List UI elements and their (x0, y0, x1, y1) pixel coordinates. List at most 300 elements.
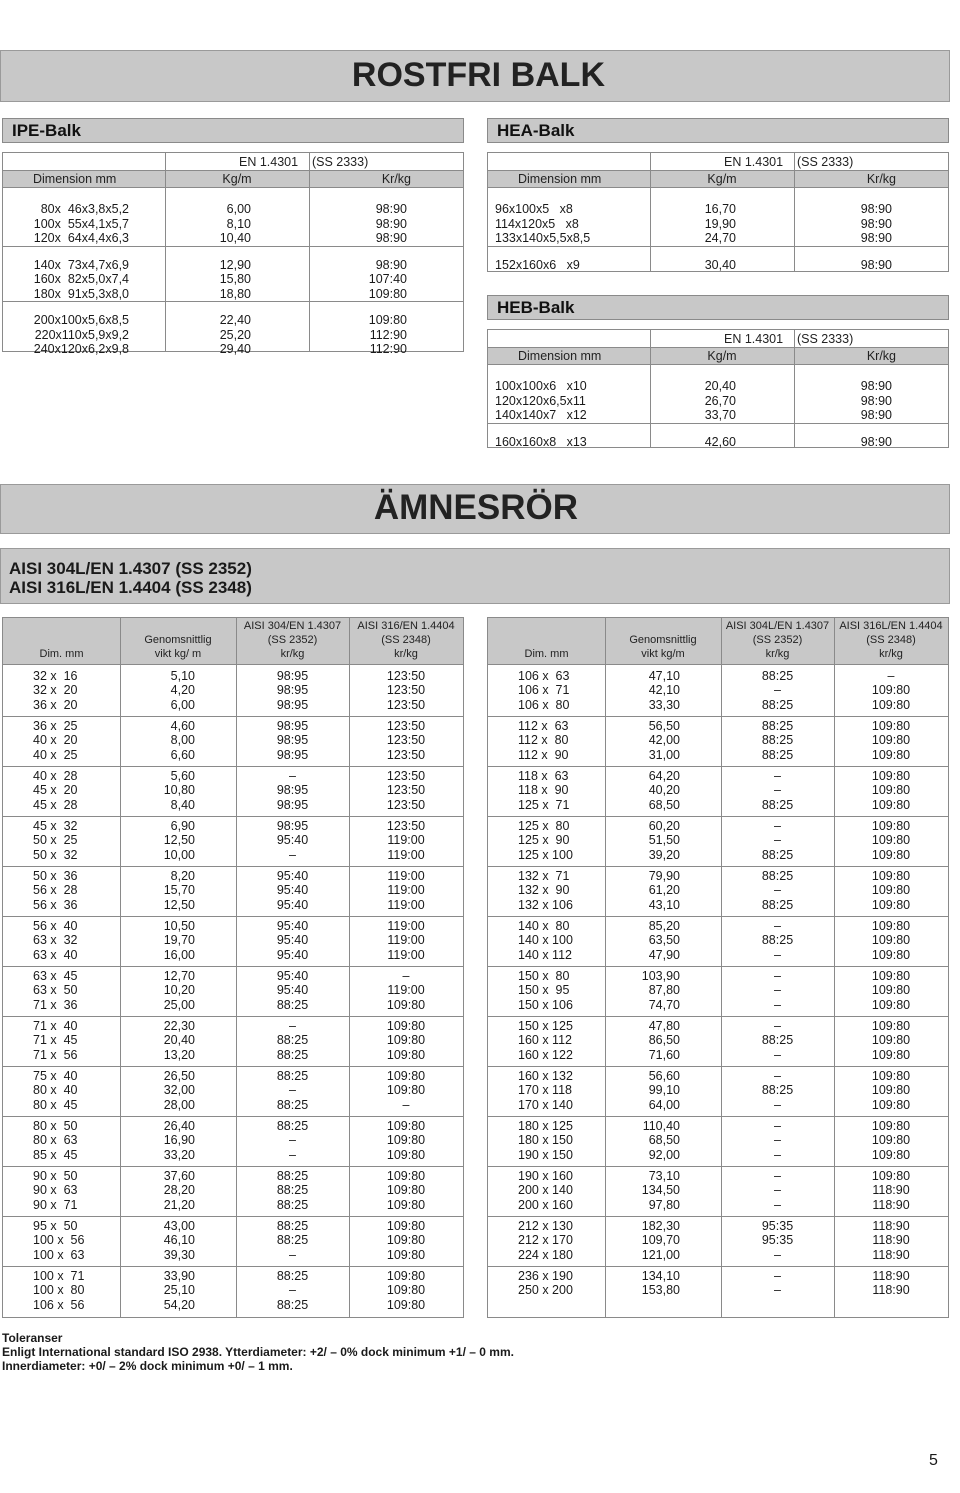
heb-grade-rule (488, 347, 948, 348)
right-tube-col-aisi304-1: AISI 304L/EN 1.4307 (725, 620, 830, 632)
right-tube-cell-aisi316: 109:80 (871, 1047, 911, 1062)
right-tube-group-rule (488, 716, 948, 717)
left-tube-cell-aisi304: 88:25 (276, 1269, 309, 1283)
heb-cell-dimension: 140x140x7 x12 (495, 408, 587, 422)
left-tube-cell-aisi316: 123:50 (386, 669, 426, 683)
left-tube-cell-aisi304: 98:95 (276, 747, 309, 762)
left-tube-header-rule (3, 664, 463, 665)
left-tube-cell-weight: 26,40 (163, 1119, 195, 1133)
right-tube-cell-weight: 110,40 (642, 1119, 680, 1133)
page-number: 5 (929, 1452, 938, 1469)
ipe-cell-krkg: 109:80 (368, 313, 407, 327)
right-tube-cell-aisi316: 109:80 (871, 883, 911, 898)
right-tube-cell-weight: 56,60 (648, 1069, 680, 1083)
left-tube-col-aisi316-1: AISI 316/EN 1.4404 (357, 620, 455, 632)
left-tube-cell-dim: 71 x 45 (33, 1033, 78, 1048)
left-tube-cell-aisi316: 123:50 (386, 719, 426, 733)
heb-cell-dimension: 100x100x6 x10 (495, 379, 587, 393)
left-tube-cell-aisi316: 109:80 (386, 1247, 426, 1262)
right-tube-cell-aisi304: – (774, 1147, 781, 1162)
right-tube-cell-weight: 47,80 (648, 1019, 680, 1033)
heb-cell-kgm: 33,70 (704, 408, 736, 422)
left-tube-cell-dim: 40 x 28 (33, 769, 78, 783)
right-tube-cell-aisi316: 109:80 (871, 869, 911, 883)
left-tube-cell-aisi316: 123:50 (386, 797, 426, 812)
left-tube-cell-dim: 90 x 71 (33, 1197, 78, 1212)
left-tube-cell-aisi304: 88:25 (276, 1219, 309, 1233)
right-tube-cell-dim: 118 x 63 (518, 769, 569, 783)
right-tube-cell-dim: 160 x 132 (518, 1069, 573, 1083)
left-tube-cell-aisi304: – (289, 1147, 296, 1162)
ipe-cell-kgm: 8,10 (226, 216, 251, 231)
left-tube-cell-aisi316: 109:80 (386, 1233, 426, 1248)
right-tube-cell-aisi316: 109:80 (871, 847, 911, 862)
right-tube-cell-dim: 224 x 180 (518, 1247, 573, 1262)
right-tube-cell-weight: 99,10 (648, 1083, 680, 1098)
left-tube-group-rule (3, 1116, 463, 1117)
right-tube-cell-dim: 190 x 150 (518, 1147, 573, 1162)
left-tube-cell-dim: 100 x 71 (33, 1269, 85, 1283)
right-tube-cell-aisi304: 88:25 (761, 747, 794, 762)
right-tube-cell-weight: 33,30 (648, 697, 680, 712)
hea-cell-krkg: 98:90 (860, 216, 892, 231)
left-tube-cell-dim: 36 x 20 (33, 697, 78, 712)
right-tube-cell-aisi304: 88:25 (761, 733, 794, 748)
hea-grade-rule (488, 170, 948, 171)
right-tube-cell-dim: 125 x 90 (518, 833, 570, 848)
right-tube-cell-dim: 106 x 63 (518, 669, 570, 683)
right-tube-group-rule (488, 1066, 948, 1067)
left-tube-group-rule (3, 816, 463, 817)
left-tube-cell-aisi316: 109:80 (386, 1219, 426, 1233)
right-tube-cell-weight: 182,30 (641, 1219, 680, 1233)
right-tube-cell-weight: 42,10 (648, 683, 680, 698)
left-tube-col-weight-1: Genomsnittlig (144, 634, 212, 646)
hea-cell-krkg: 98:90 (860, 202, 892, 216)
left-tube-cell-aisi304: 95:40 (276, 869, 309, 883)
right-tube-col-dim: Dim. mm (524, 648, 569, 660)
ipe-cell-kgm: 22,40 (219, 313, 251, 327)
left-tube-cell-dim: 36 x 25 (33, 719, 78, 733)
right-tube-cell-aisi316: 118:90 (872, 1283, 910, 1298)
tubes-grade-line-1: AISI 304L/EN 1.4307 (SS 2352) (9, 559, 252, 578)
ipe-cell-kgm: 15,80 (219, 272, 251, 286)
left-tube-cell-aisi304: – (289, 1019, 296, 1033)
right-tube-cell-dim: 125 x 80 (518, 819, 570, 833)
right-tube-cell-aisi304: – (774, 1047, 781, 1062)
left-tube-cell-aisi304: 88:25 (276, 1069, 309, 1083)
hea-cell-kgm: 30,40 (704, 257, 736, 272)
left-tube-cell-dim: 100 x 56 (33, 1233, 85, 1248)
right-tube-col-aisi316-1: AISI 316L/EN 1.4404 (839, 620, 943, 632)
ipe-col-dimension: Dimension mm (33, 172, 117, 186)
left-tube-cell-aisi304: 88:25 (276, 1183, 309, 1198)
right-tube-cell-aisi316: 109:80 (871, 983, 911, 998)
right-tube-cell-aisi316: 109:80 (871, 683, 911, 698)
right-tube-cell-aisi316: 109:80 (871, 797, 911, 812)
left-tube-cell-aisi316: 109:80 (386, 997, 426, 1012)
left-tube-cell-aisi316: – (402, 1097, 410, 1112)
left-tube-cell-aisi304: 98:95 (276, 733, 309, 748)
ipe-cell-dimension: 120x 64x4,4x6,3 (33, 231, 129, 245)
left-tube-group-rule (3, 966, 463, 967)
heb-cell-kgm: 20,40 (704, 379, 736, 393)
right-tube-cell-aisi316: 109:80 (871, 1069, 911, 1083)
right-tube-cell-dim: 125 x 71 (518, 797, 570, 812)
left-tube-cell-dim: 63 x 40 (33, 947, 78, 962)
left-tube-cell-aisi316: 123:50 (386, 697, 426, 712)
right-tube-cell-aisi304: 95:35 (761, 1219, 794, 1233)
left-tube-cell-dim: 90 x 50 (33, 1169, 78, 1183)
hea-cell-dimension: 152x160x6 x9 (495, 257, 580, 272)
right-tube-cell-aisi304: – (774, 883, 781, 898)
heb-grade: EN 1.4301 (SS 2333) (724, 332, 854, 346)
tolerance-heading: Toleranser (2, 1331, 63, 1345)
ipe-cell-krkg: 98:90 (375, 202, 407, 216)
left-tube-cell-weight: 6,60 (170, 747, 195, 762)
right-tube-cell-aisi304: 88:25 (761, 869, 794, 883)
left-tube-cell-dim: 100 x 63 (33, 1247, 85, 1262)
left-tube-cell-weight: 8,20 (170, 869, 195, 883)
left-tube-cell-weight: 28,20 (163, 1183, 195, 1198)
left-tube-cell-aisi304: 98:95 (276, 819, 309, 833)
hea-heading: HEA-Balk (487, 118, 949, 143)
ipe-cell-krkg: 112:90 (369, 342, 407, 356)
right-tube-cell-aisi316: 109:80 (871, 1097, 911, 1112)
heb-cell-krkg: 98:90 (860, 393, 892, 408)
right-tube-group-rule (488, 866, 948, 867)
left-tube-cell-aisi316: 123:50 (386, 783, 426, 798)
hea-cell-krkg: 98:90 (860, 257, 892, 272)
left-tube-cell-weight: 8,00 (170, 733, 195, 748)
right-tube-cell-weight: 71,60 (648, 1047, 680, 1062)
ipe-cell-dimension: 80x 46x3,8x5,2 (40, 202, 129, 216)
right-tube-cell-dim: 160 x 122 (518, 1047, 573, 1062)
tolerance-line-1: Enligt International standard ISO 2938. Ytterdiameter: +2/ – 0% dock minimum +1/ – 0 mm. (2, 1345, 514, 1359)
left-tube-cell-aisi316: 123:50 (386, 733, 426, 748)
ipe-cell-kgm: 6,00 (226, 202, 251, 216)
ipe-cell-dimension: 200x100x5,6x8,5 (33, 313, 129, 327)
left-tube-cell-aisi304: – (289, 1283, 296, 1298)
left-tube-cell-aisi304: 88:25 (276, 1097, 309, 1112)
left-tube-cell-weight: 43,00 (163, 1219, 195, 1233)
right-tube-cell-aisi316: 109:80 (871, 719, 911, 733)
right-tube-cell-dim: 140 x 80 (518, 919, 570, 933)
left-tube-col-dim: Dim. mm (39, 648, 84, 660)
left-tube-cell-weight: 28,00 (163, 1097, 195, 1112)
right-tube-col-aisi316-3: kr/kg (879, 648, 903, 660)
left-tube-cell-weight: 12,50 (163, 897, 195, 912)
left-tube-cell-weight: 21,20 (163, 1197, 195, 1212)
left-tube-cell-dim: 63 x 32 (33, 933, 78, 948)
left-tube-cell-dim: 80 x 63 (33, 1133, 78, 1148)
left-tube-cell-dim: 32 x 16 (33, 669, 78, 683)
right-tube-cell-weight: 56,50 (648, 719, 680, 733)
right-tube-cell-dim: 200 x 140 (518, 1183, 573, 1198)
heb-cell-dimension: 160x160x8 x13 (495, 434, 587, 449)
left-tube-cell-dim: 40 x 20 (33, 733, 78, 748)
left-tube-col-aisi304-1: AISI 304/EN 1.4307 (243, 620, 342, 632)
right-tube-cell-aisi304: 88:25 (761, 669, 794, 683)
right-tube-cell-aisi316: 118:90 (872, 1183, 910, 1198)
right-tube-cell-dim: 212 x 130 (518, 1219, 573, 1233)
right-tube-cell-dim: 132 x 71 (518, 869, 570, 883)
left-tube-cell-aisi304: 88:25 (276, 1233, 309, 1248)
left-tube-cell-dim: 45 x 20 (33, 783, 78, 798)
left-tube-cell-aisi316: 119:00 (387, 869, 425, 883)
left-tube-cell-aisi316: 109:80 (386, 1269, 426, 1283)
heb-table (487, 329, 949, 448)
right-tube-cell-aisi316: 109:80 (871, 1169, 911, 1183)
right-tube-cell-aisi316: 109:80 (871, 1133, 911, 1148)
page-title: ROSTFRI BALK (351, 56, 605, 94)
right-tube-cell-aisi316: – (887, 669, 895, 683)
right-tube-cell-aisi304: – (774, 997, 781, 1012)
right-tube-cell-aisi304: – (774, 833, 781, 848)
left-tube-cell-aisi304: 88:25 (276, 1119, 309, 1133)
right-tube-col-weight-1: Genomsnittlig (629, 634, 697, 646)
left-tube-cell-weight: 25,00 (163, 997, 195, 1012)
ipe-cell-dimension: 140x 73x4,7x6,9 (33, 257, 129, 272)
left-tube-cell-aisi304: 88:25 (276, 1033, 309, 1048)
right-tube-cell-weight: 73,10 (648, 1169, 680, 1183)
left-tube-cell-dim: 85 x 45 (33, 1147, 78, 1162)
right-tube-header-rule (488, 664, 948, 665)
right-tube-cell-aisi304: 88:25 (761, 847, 794, 862)
ipe-cell-dimension: 100x 55x4,1x5,7 (33, 216, 129, 231)
right-tube-cell-aisi316: 109:80 (871, 1119, 911, 1133)
right-tube-cell-aisi316: 109:80 (871, 833, 911, 848)
left-tube-cell-aisi316: 109:80 (386, 1147, 426, 1162)
left-tube-group-rule (3, 1166, 463, 1167)
left-tube-cell-dim: 56 x 28 (33, 883, 78, 898)
hea-cell-dimension: 114x120x5 x8 (495, 216, 579, 231)
left-tube-cell-aisi304: 95:40 (276, 833, 309, 848)
right-tube-cell-aisi304: – (774, 1069, 781, 1083)
heb-cell-kgm: 42,60 (704, 434, 736, 449)
right-tube-group-rule (488, 1216, 948, 1217)
right-tube-cell-dim: 112 x 63 (518, 719, 569, 733)
left-tube-cell-weight: 8,40 (170, 797, 195, 812)
left-tube-cell-weight: 12,50 (163, 833, 195, 848)
right-tube-cell-aisi316: 109:80 (871, 1019, 911, 1033)
left-tube-cell-weight: 20,40 (163, 1033, 195, 1048)
hea-cell-kgm: 19,90 (704, 216, 736, 231)
left-tube-cell-weight: 25,10 (163, 1283, 195, 1298)
right-tube-cell-weight: 61,20 (648, 883, 680, 898)
ipe-grade: EN 1.4301 (SS 2333) (239, 155, 369, 169)
left-tube-cell-weight: 4,60 (170, 719, 195, 733)
right-tube-cell-weight: 86,50 (648, 1033, 680, 1048)
hea-col-krkg: Kr/kg (866, 172, 896, 186)
right-tube-cell-aisi304: 95:35 (761, 1233, 794, 1248)
left-tube-cell-aisi316: 109:80 (386, 1019, 426, 1033)
left-tube-cell-dim: 63 x 50 (33, 983, 78, 998)
left-tube-cell-aisi304: – (289, 1083, 296, 1098)
ipe-table (2, 152, 464, 356)
right-tube-cell-aisi304: – (774, 1269, 781, 1283)
left-tube-cell-dim: 63 x 45 (33, 969, 78, 983)
right-tube-col-weight-2: vikt kg/m (641, 648, 685, 660)
left-tube-cell-weight: 4,20 (170, 683, 195, 698)
right-tube-cell-aisi304: 88:25 (761, 797, 794, 812)
left-tube-cell-dim: 80 x 50 (33, 1119, 78, 1133)
left-tube-cell-aisi304: 98:95 (276, 683, 309, 698)
right-tube-cell-weight: 87,80 (648, 983, 680, 998)
left-tube-cell-weight: 10,00 (163, 847, 195, 862)
right-tube-cell-weight: 109,70 (641, 1233, 680, 1248)
left-tube-cell-dim: 40 x 25 (33, 747, 78, 762)
left-tube-cell-aisi316: 109:80 (386, 1283, 426, 1298)
right-tube-cell-dim: 150 x 80 (518, 969, 570, 983)
right-tube-cell-dim: 250 x 200 (518, 1283, 573, 1298)
left-tube-cell-weight: 13,20 (163, 1047, 195, 1062)
ipe-col-krkg: Kr/kg (381, 172, 411, 186)
left-tube-cell-aisi316: 109:80 (386, 1133, 426, 1148)
right-tube-cell-aisi304: – (774, 1097, 781, 1112)
right-tube-cell-weight: 79,90 (648, 869, 680, 883)
left-tube-cell-aisi316: 119:00 (387, 983, 425, 998)
heb-heading: HEB-Balk (487, 295, 949, 320)
left-tube-cell-aisi316: 123:50 (386, 819, 426, 833)
left-tube-cell-aisi304: 95:40 (276, 983, 309, 998)
right-tube-cell-dim: 125 x 100 (518, 847, 573, 862)
left-tube-cell-weight: 5,10 (170, 669, 195, 683)
left-tube-col-weight-2: vikt kg/ m (154, 648, 202, 660)
right-tube-cell-weight: 43,10 (648, 897, 680, 912)
tubes-grade-box (0, 548, 950, 604)
right-tube-cell-dim: 132 x 90 (518, 883, 570, 898)
left-tube-cell-aisi316: 109:80 (386, 1033, 426, 1048)
left-tube-cell-dim: 32 x 20 (33, 683, 78, 698)
right-tube-cell-aisi304: – (774, 683, 781, 698)
right-tube-cell-dim: 140 x 100 (518, 933, 573, 948)
left-tube-cell-aisi304: – (289, 769, 296, 783)
left-tube-cell-aisi316: 123:50 (386, 769, 426, 783)
right-tube-cell-dim: 160 x 112 (518, 1033, 572, 1048)
right-tube-cell-aisi304: 88:25 (761, 1083, 794, 1098)
right-tube-cell-dim: 112 x 80 (518, 733, 569, 748)
left-tube-cell-dim: 75 x 40 (33, 1069, 78, 1083)
right-tube-cell-dim: 106 x 71 (518, 683, 570, 698)
heb-cell-kgm: 26,70 (704, 393, 736, 408)
left-tube-cell-weight: 54,20 (163, 1297, 195, 1312)
left-tube-cell-dim: 90 x 63 (33, 1183, 78, 1198)
title-banner (0, 50, 950, 102)
left-tube-cell-dim: 80 x 40 (33, 1083, 78, 1098)
right-tube-cell-weight: 40,20 (648, 783, 680, 798)
right-tube-cell-aisi316: 109:80 (871, 769, 911, 783)
heb-col-dimension: Dimension mm (518, 349, 602, 363)
right-tube-cell-aisi316: 118:90 (872, 1233, 910, 1248)
ipe-cell-krkg: 107:40 (368, 272, 407, 286)
ipe-cell-dimension: 160x 82x5,0x7,4 (33, 272, 129, 286)
heb-col-kgm: Kg/m (707, 349, 737, 363)
ipe-cell-kgm: 12,90 (219, 257, 251, 272)
right-tube-group-rule (488, 766, 948, 767)
ipe-cell-krkg: 109:80 (368, 286, 407, 301)
left-tube-cell-aisi316: 123:50 (386, 683, 426, 698)
right-tube-cell-weight: 74,70 (648, 997, 680, 1012)
right-tube-cell-aisi304: – (774, 783, 781, 798)
right-tube-cell-weight: 63,50 (648, 933, 680, 948)
right-tube-cell-aisi304: – (774, 919, 781, 933)
ipe-cell-kgm: 10,40 (219, 231, 251, 245)
ipe-cell-krkg: 98:90 (375, 257, 407, 272)
right-tube-cell-aisi304: – (774, 1169, 781, 1183)
left-tube-cell-aisi316: 109:80 (386, 1183, 426, 1198)
heb-cell-krkg: 98:90 (860, 408, 892, 422)
right-tube-cell-dim: 140 x 112 (518, 947, 572, 962)
left-tube-col-aisi316-3: kr/kg (394, 648, 418, 660)
right-tube-cell-dim: 132 x 106 (518, 897, 573, 912)
tubes-right-table (487, 617, 949, 1318)
right-tube-cell-aisi304: – (774, 947, 781, 962)
hea-cell-kgm: 16,70 (704, 202, 736, 216)
right-tube-cell-weight: 68,50 (648, 797, 680, 812)
ipe-heading: IPE-Balk (2, 118, 464, 143)
right-tube-cell-weight: 121,00 (641, 1247, 680, 1262)
ipe-group-rule (3, 246, 463, 247)
left-tube-cell-aisi316: 119:00 (387, 833, 425, 848)
right-tube-cell-weight: 103,90 (641, 969, 680, 983)
heb-cell-dimension: 120x120x6,5x11 (495, 393, 586, 408)
right-tube-group-rule (488, 1116, 948, 1117)
right-tube-col-aisi316-2: (SS 2348) (866, 634, 916, 646)
left-tube-cell-aisi304: 95:40 (276, 969, 309, 983)
right-tube-cell-weight: 51,50 (648, 833, 680, 848)
left-tube-cell-weight: 39,30 (163, 1247, 195, 1262)
right-tube-cell-aisi304: – (774, 1183, 781, 1198)
left-tube-cell-aisi316: – (402, 969, 410, 983)
right-tube-cell-aisi316: 109:80 (871, 697, 911, 712)
left-tube-cell-aisi304: 88:25 (276, 1169, 309, 1183)
left-tube-cell-dim: 95 x 50 (33, 1219, 78, 1233)
ipe-col-kgm: Kg/m (222, 172, 252, 186)
hea-cell-dimension: 96x100x5 x8 (495, 202, 573, 216)
right-tube-cell-weight: 47,90 (648, 947, 680, 962)
right-tube-cell-weight: 64,20 (648, 769, 680, 783)
left-tube-group-rule (3, 1016, 463, 1017)
right-tube-cell-aisi304: – (774, 1247, 781, 1262)
left-tube-cell-aisi304: 98:95 (276, 719, 309, 733)
left-tube-cell-aisi316: 119:00 (387, 933, 425, 948)
left-tube-col-aisi304-2: (SS 2352) (267, 634, 318, 646)
right-tube-cell-dim: 170 x 140 (518, 1097, 573, 1112)
ipe-group-rule (3, 301, 463, 302)
left-tube-cell-dim: 45 x 32 (33, 819, 78, 833)
left-tube-cell-aisi304: 95:40 (276, 919, 309, 933)
right-tube-cell-weight: 134,50 (641, 1183, 680, 1198)
hea-cell-dimension: 133x140x5,5x8,5 (495, 231, 591, 245)
right-tube-cell-aisi304: – (774, 769, 781, 783)
right-tube-cell-aisi304: 88:25 (761, 697, 794, 712)
left-tube-cell-aisi316: 119:00 (387, 897, 425, 912)
hea-col-kgm: Kg/m (707, 172, 737, 186)
left-tube-cell-aisi304: 95:40 (276, 933, 309, 948)
right-tube-col-aisi304-2: (SS 2352) (752, 634, 803, 646)
right-tube-cell-weight: 68,50 (648, 1133, 680, 1148)
ipe-cell-kgm: 25,20 (219, 327, 251, 342)
left-tube-cell-dim: 56 x 36 (33, 897, 78, 912)
ipe-cell-krkg: 112:90 (369, 327, 407, 342)
left-tube-cell-aisi316: 123:50 (386, 747, 426, 762)
left-tube-cell-dim: 71 x 40 (33, 1019, 78, 1033)
left-tube-col-aisi316-2: (SS 2348) (381, 634, 431, 646)
right-tube-cell-dim: 212 x 170 (518, 1233, 573, 1248)
left-tube-cell-weight: 16,90 (163, 1133, 195, 1148)
hea-grade: EN 1.4301 (SS 2333) (724, 155, 854, 169)
